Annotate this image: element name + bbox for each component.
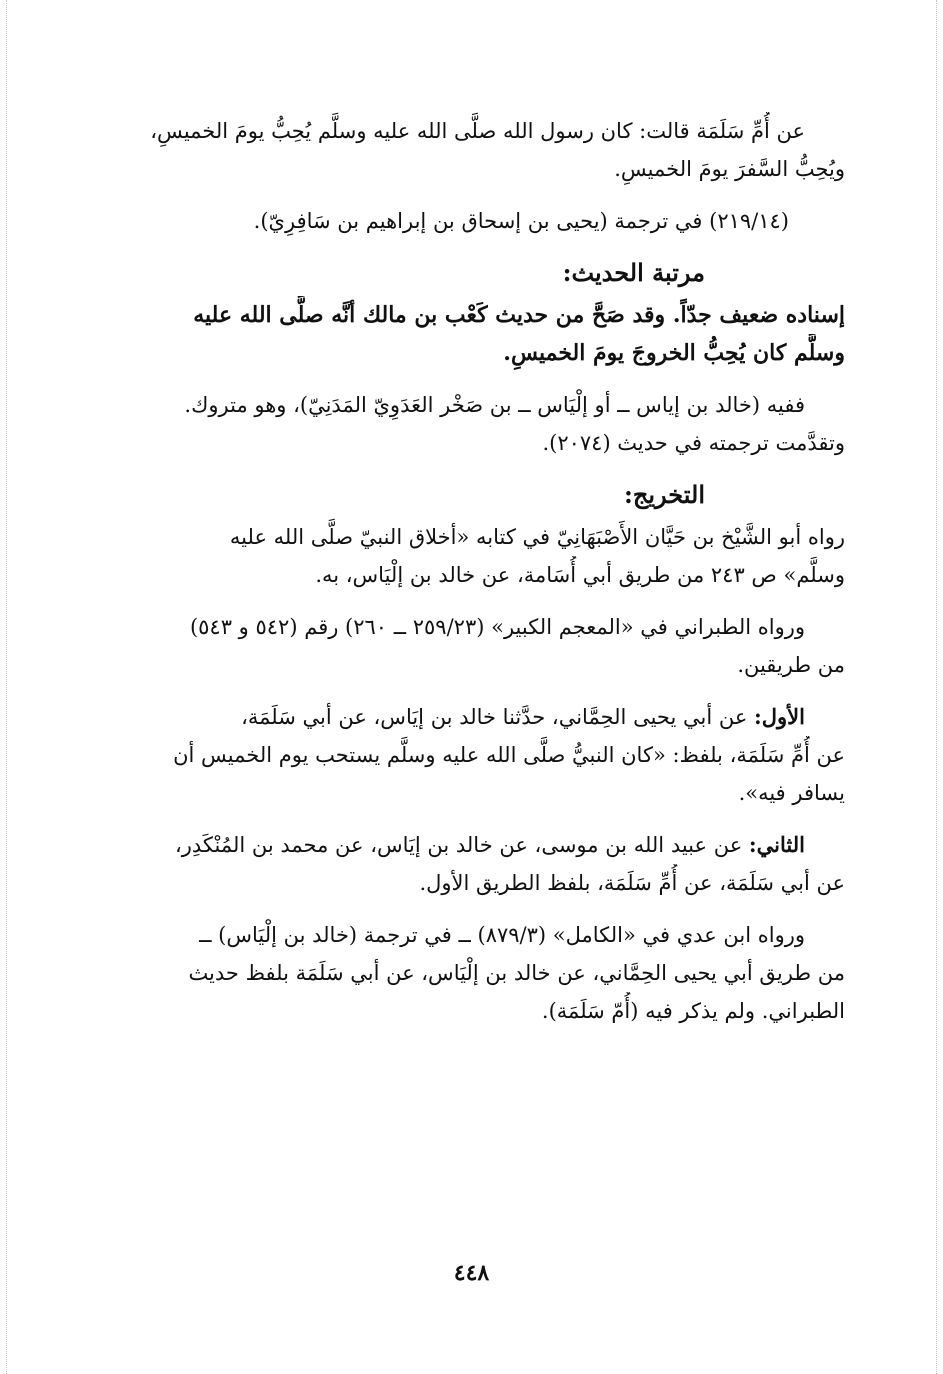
takhrij-paragraph-second-route xyxy=(80,826,845,902)
text-line xyxy=(80,698,845,736)
text-line: عن أُمِّ سَلَمَة قالت: كان رسول الله صلَّى الله عليه وسلَّم يُحِبُّ يومَ الخميسِ، xyxy=(150,119,805,143)
text-line: ورواه ابن عدي في «الكامل» (٨٧٩/٣) ــ في ترجمة (خالد بن إلْيَاس) ــ xyxy=(199,923,805,947)
takhrij-paragraph-2 xyxy=(80,608,845,684)
route-text: عن أبي يحيى الحِمَّاني، حدَّثنا خالد بن إيَاس، عن أبي سَلَمَة، xyxy=(241,705,755,729)
text-line xyxy=(80,826,845,864)
route-label: الثاني: xyxy=(748,832,805,857)
text-line: من طريقين. xyxy=(737,653,845,677)
text-line: من طريق أبي يحيى الحِمَّاني، عن خالد بن إلْيَاس، عن أبي سَلَمَة بلفظ حديث xyxy=(188,961,845,985)
text-line: (٢١٩/١٤) في ترجمة (يحيى بن إسحاق بن إبراهيم بن سَافِرِيّ). xyxy=(253,209,789,233)
page-number: ٤٤٨ xyxy=(453,1260,490,1286)
takhrij-paragraph-1 xyxy=(80,518,845,594)
text-line: عن أُمِّ سَلَمَة، بلفظ: «كان النبيُّ صلَّى الله عليه وسلَّم يستحب يوم الخميس أن xyxy=(173,743,845,767)
text-line: ويُحِبُّ السَّفرَ يومَ الخميسِ. xyxy=(614,157,845,181)
source-reference xyxy=(80,202,845,240)
section-heading-takhrij: التخريج: xyxy=(624,480,705,509)
takhrij-paragraph-first-route xyxy=(80,698,845,812)
route-text: عن عبيد الله بن موسى، عن خالد بن إيَاس، عن محمد بن المُنْكَدِر، xyxy=(174,833,749,857)
hadith-text xyxy=(80,112,845,188)
text-line: ففيه (خالد بن إياس ــ أو إلْيَاس ــ بن صَخْر العَدَوِيّ المَدَنِيّ)، وهو متروك. xyxy=(184,393,805,417)
left-edge-dots xyxy=(6,0,7,1374)
rank-paragraph xyxy=(80,296,845,372)
text-line: وسلَّم» ص ٢٤٣ من طريق أبي أُسَامة، عن خالد بن إلْيَاس، به. xyxy=(315,563,845,587)
text-line: ورواه الطبراني في «المعجم الكبير» (٢٥٩/٢٣ ــ ٢٦٠) رقم (٥٤٢ و ٥٤٣) xyxy=(189,615,805,639)
text-line: إسناده ضعيف جدّاً. وقد صَحَّ من حديث كَعْب بن مالك أنَّه صلَّى الله عليه xyxy=(193,302,845,328)
text-line: رواه أبو الشَّيْخ بن حَيَّان الأَصْبَهَانِيّ في كتابه «أخلاق النبيّ صلَّى الله عليه xyxy=(229,525,845,549)
text-line: عن أبي سَلَمَة، عن أُمِّ سَلَمَة، بلفظ الطريق الأول. xyxy=(419,871,845,895)
text-line: الطبراني. ولم يذكر فيه (أُمّ سَلَمَة). xyxy=(541,999,845,1023)
right-edge-dots xyxy=(936,0,937,1374)
route-label: الأول: xyxy=(754,704,805,729)
page-content xyxy=(80,112,845,1044)
narrator-paragraph xyxy=(80,386,845,462)
takhrij-paragraph-ibn-adi xyxy=(80,916,845,1030)
text-line: يسافر فيه». xyxy=(738,781,845,805)
text-line: وتقدَّمت ترجمته في حديث (٢٠٧٤). xyxy=(542,431,845,455)
section-heading-rank: مرتبة الحديث: xyxy=(562,258,705,287)
text-line: وسلَّم كان يُحِبُّ الخروجَ يومَ الخميسِ. xyxy=(503,340,845,366)
